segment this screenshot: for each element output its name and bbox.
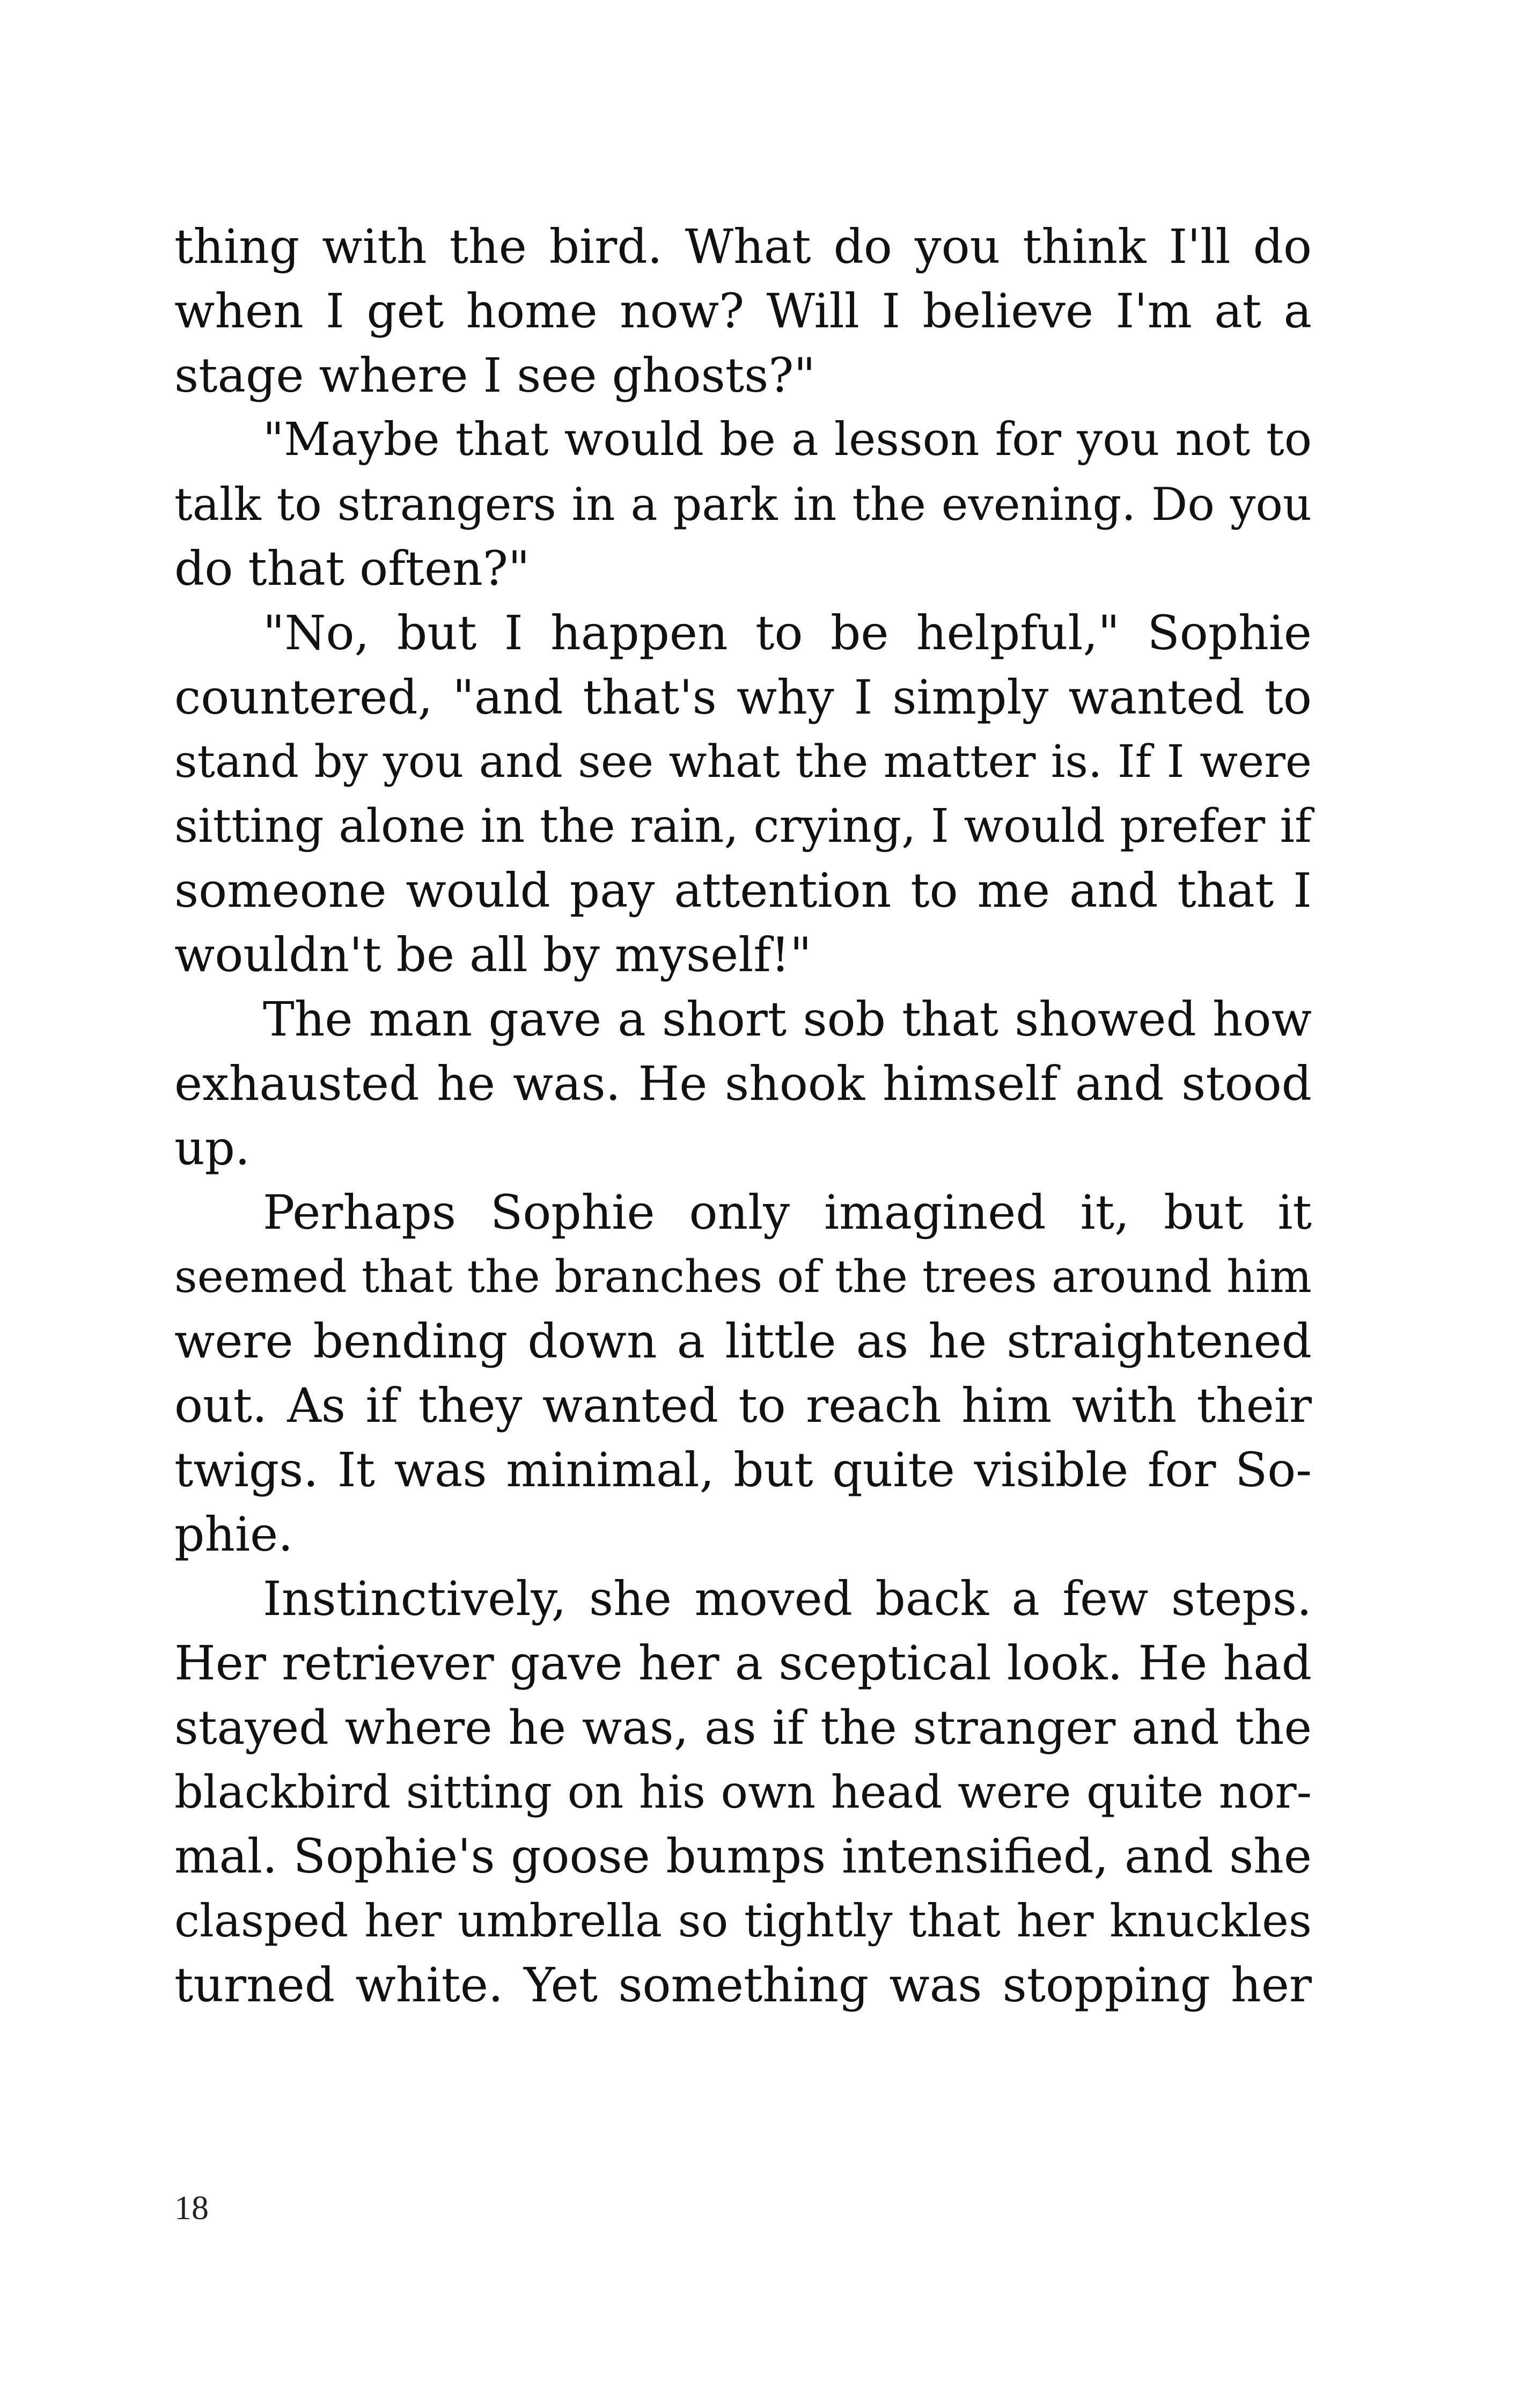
text-line: out. As if they wanted to reach him with their: [174, 1378, 1312, 1433]
text-line: Instinctively, she moved back a few steps.: [263, 1571, 1312, 1626]
text-line: blackbird sitting on his own head were quite nor-: [174, 1766, 1312, 1818]
text-line: countered, "and that's why I simply wanted to: [174, 670, 1312, 725]
text-line: mal. Sophie's goose bumps intensified, and she: [174, 1829, 1312, 1884]
text-line: thing with the bird. What do you think I'll do: [174, 219, 1312, 274]
text-line: exhausted he was. He shook himself and stood: [174, 1056, 1312, 1111]
text-line: do that often?": [174, 541, 530, 596]
text-line: "No, but I happen to be helpful," Sophie: [263, 605, 1312, 660]
text-line: phie.: [174, 1507, 293, 1562]
text-line: turned white. Yet something was stopping her: [174, 1957, 1312, 2013]
text-line: sitting alone in the rain, crying, I would prefer if: [174, 799, 1312, 853]
text-line: seemed that the branches of the trees around him: [174, 1251, 1312, 1303]
text-line: twigs. It was minimal, but quite visible for So-: [174, 1442, 1312, 1497]
text-line: when I get home now? Will I believe I'm at a: [174, 283, 1312, 339]
text-line: wouldn't be all by myself!": [174, 927, 812, 982]
text-line: stayed where he was, as if the stranger and the: [174, 1700, 1312, 1755]
text-line: stand by you and see what the matter is. If I were: [174, 736, 1312, 788]
page-number: 18: [174, 2189, 209, 2227]
text-line: up.: [174, 1120, 250, 1176]
text-line: Her retriever gave her a sceptical look. He had: [174, 1635, 1312, 1691]
text-line: clasped her umbrella so tightly that her knuckles: [174, 1895, 1312, 1947]
text-line: Perhaps Sophie only imagined it, but it: [263, 1185, 1312, 1240]
text-line: stage where I see ghosts?": [174, 348, 815, 403]
text-line: were bending down a little as he straightened: [174, 1313, 1312, 1369]
text-line: talk to strangers in a park in the evening. Do you: [174, 478, 1312, 531]
text-line: The man gave a short sob that showed how: [263, 992, 1312, 1047]
body-text: [174, 215, 1312, 2017]
text-line: "Maybe that would be a lesson for you not to: [263, 413, 1312, 466]
text-line: someone would pay attention to me and that I: [174, 863, 1312, 918]
